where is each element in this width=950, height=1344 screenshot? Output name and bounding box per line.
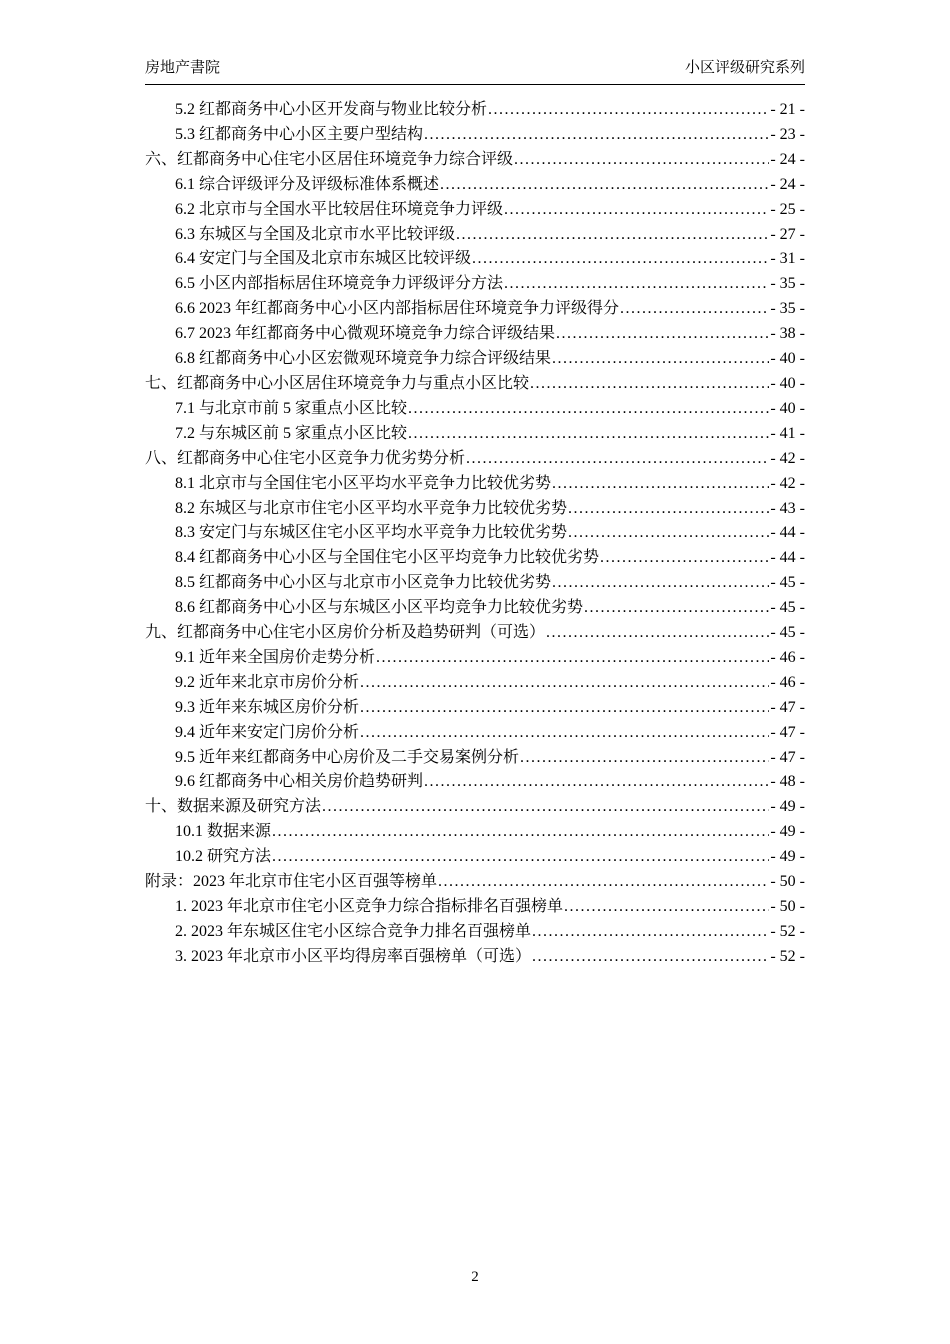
toc-entry[interactable] bbox=[145, 148, 805, 173]
toc-entry-title: 附录：2023 年北京市住宅小区百强等榜单 bbox=[145, 873, 438, 891]
toc-entry-title: 7.1 与北京市前 5 家重点小区比较 bbox=[175, 399, 408, 417]
toc-entry-title: 6.3 东城区与全国及北京市水平比较评级 bbox=[175, 225, 456, 243]
toc-entry-page-number: - 44 - bbox=[770, 524, 805, 542]
toc-entry-title: 5.3 红都商务中心小区主要户型结构 bbox=[175, 125, 424, 143]
toc-dot-leader bbox=[546, 621, 769, 646]
toc-entry-page-number: - 24 - bbox=[770, 150, 805, 168]
toc-dot-leader bbox=[440, 173, 769, 198]
toc-entry-title: 6.6 2023 年红都商务中心小区内部指标居住环境竞争力评级得分 bbox=[175, 300, 620, 318]
header-rule bbox=[145, 84, 805, 85]
toc-dot-leader bbox=[520, 746, 769, 771]
toc-entry-title: 5.2 红都商务中心小区开发商与物业比较分析 bbox=[175, 101, 488, 118]
toc-entry-page-number: - 46 - bbox=[770, 648, 805, 666]
toc-entry[interactable] bbox=[145, 98, 805, 123]
toc-entry-page-number: - 23 - bbox=[770, 125, 805, 143]
toc-dot-leader bbox=[360, 671, 769, 696]
toc-entry-page-number: - 38 - bbox=[770, 325, 805, 343]
toc-entry[interactable] bbox=[145, 770, 805, 795]
toc-entry[interactable] bbox=[145, 870, 805, 895]
toc-entry-page-number: - 46 - bbox=[770, 673, 805, 691]
toc-entry[interactable] bbox=[145, 173, 805, 198]
toc-entry-page-number: - 45 - bbox=[770, 574, 805, 592]
toc-dot-leader bbox=[532, 920, 769, 945]
toc-entry[interactable] bbox=[145, 621, 805, 646]
toc-entry-title: 1. 2023 年北京市住宅小区竞争力综合指标排名百强榜单 bbox=[175, 898, 564, 915]
toc-dot-leader bbox=[360, 696, 769, 721]
toc-dot-leader bbox=[600, 546, 769, 571]
toc-entry-page-number: - 43 - bbox=[770, 499, 805, 517]
toc-dot-leader bbox=[376, 646, 769, 671]
toc-entry-title: 8.6 红都商务中心小区与东城区小区平均竞争力比较优劣势 bbox=[175, 599, 584, 617]
toc-entry[interactable] bbox=[145, 223, 805, 248]
toc-dot-leader bbox=[556, 322, 769, 347]
toc-entry-page-number: - 52 - bbox=[770, 922, 805, 940]
toc-entry-page-number: - 41 - bbox=[770, 424, 805, 442]
toc-entry-title: 6.5 小区内部指标居住环境竞争力评级评分方法 bbox=[175, 275, 504, 293]
toc-entry[interactable] bbox=[145, 123, 805, 148]
toc-entry-page-number: - 35 - bbox=[770, 300, 805, 318]
toc-entry-title: 9.5 近年来红都商务中心房价及二手交易案例分析 bbox=[175, 748, 520, 766]
toc-dot-leader bbox=[272, 820, 769, 845]
toc-entry-title: 9.1 近年来全国房价走势分析 bbox=[175, 648, 376, 666]
toc-entry-title: 9.3 近年来东城区房价分析 bbox=[175, 698, 360, 716]
toc-entry-title: 九、红都商务中心住宅小区房价分析及趋势研判（可选） bbox=[145, 624, 546, 642]
toc-entry-page-number: - 45 - bbox=[770, 599, 805, 617]
toc-entry[interactable] bbox=[145, 571, 805, 596]
toc-dot-leader bbox=[568, 497, 769, 522]
toc-entry-page-number: - 42 - bbox=[770, 449, 805, 467]
toc-dot-leader bbox=[552, 347, 769, 372]
toc-entry-page-number: - 47 - bbox=[770, 723, 805, 741]
toc-dot-leader bbox=[438, 870, 769, 895]
toc-entry-page-number: - 45 - bbox=[770, 624, 805, 642]
toc-entry-title: 9.2 近年来北京市房价分析 bbox=[175, 673, 360, 691]
toc-entry[interactable] bbox=[145, 945, 805, 970]
toc-entry-page-number: - 40 - bbox=[770, 350, 805, 368]
toc-dot-leader bbox=[424, 123, 769, 148]
toc-entry-page-number: - 40 - bbox=[770, 399, 805, 417]
toc-entry[interactable] bbox=[145, 297, 805, 322]
toc-entry-title: 十、数据来源及研究方法 bbox=[145, 798, 322, 816]
toc-entry[interactable] bbox=[145, 472, 805, 497]
toc-dot-leader bbox=[456, 223, 769, 248]
toc-entry-title: 2. 2023 年东城区住宅小区综合竞争力排名百强榜单 bbox=[175, 922, 532, 940]
toc-dot-leader bbox=[532, 945, 769, 970]
toc-dot-leader bbox=[504, 198, 769, 223]
toc-entry-page-number: - 40 - bbox=[770, 374, 805, 392]
header-right-text: 小区评级研究系列 bbox=[684, 60, 805, 76]
page-footer bbox=[0, 1269, 950, 1286]
table-of-contents bbox=[145, 98, 805, 970]
toc-entry[interactable] bbox=[145, 671, 805, 696]
toc-entry-page-number: - 44 - bbox=[770, 549, 805, 567]
toc-dot-leader bbox=[466, 447, 769, 472]
toc-entry-page-number: - 24 - bbox=[770, 175, 805, 193]
toc-entry[interactable] bbox=[145, 920, 805, 945]
toc-entry[interactable] bbox=[145, 347, 805, 372]
toc-entry[interactable] bbox=[145, 696, 805, 721]
toc-dot-leader bbox=[360, 721, 769, 746]
toc-entry-title: 6.7 2023 年红都商务中心微观环境竞争力综合评级结果 bbox=[175, 325, 556, 343]
page-header bbox=[145, 56, 805, 84]
toc-entry-title: 3. 2023 年北京市小区平均得房率百强榜单（可选） bbox=[175, 947, 532, 965]
toc-entry-page-number: - 27 - bbox=[770, 225, 805, 243]
toc-entry-page-number: - 42 - bbox=[770, 474, 805, 492]
toc-entry-title: 七、红都商务中心小区居住环境竞争力与重点小区比较 bbox=[145, 374, 530, 392]
toc-dot-leader bbox=[552, 472, 769, 497]
toc-entry-page-number: - 52 - bbox=[770, 947, 805, 965]
toc-dot-leader bbox=[408, 422, 769, 447]
toc-entry-title: 八、红都商务中心住宅小区竞争力优劣势分析 bbox=[145, 449, 466, 467]
toc-entry[interactable] bbox=[145, 372, 805, 397]
toc-entry-title: 6.4 安定门与全国及北京市东城区比较评级 bbox=[175, 250, 472, 268]
toc-entry-title: 六、红都商务中心住宅小区居住环境竞争力综合评级 bbox=[145, 150, 514, 168]
toc-dot-leader bbox=[568, 521, 769, 546]
toc-entry-page-number: - 49 - bbox=[770, 798, 805, 816]
toc-entry[interactable] bbox=[145, 845, 805, 870]
toc-entry[interactable] bbox=[145, 198, 805, 223]
toc-dot-leader bbox=[514, 148, 769, 173]
toc-dot-leader bbox=[472, 247, 769, 272]
toc-entry[interactable] bbox=[145, 596, 805, 621]
toc-dot-leader bbox=[488, 98, 769, 123]
toc-dot-leader bbox=[620, 297, 769, 322]
toc-dot-leader bbox=[272, 845, 769, 870]
toc-entry[interactable] bbox=[145, 447, 805, 472]
header-left-text: 房地产書院 bbox=[145, 60, 221, 76]
toc-entry-page-number: - 31 - bbox=[770, 250, 805, 268]
toc-entry-page-number: - 21 - bbox=[770, 101, 805, 118]
toc-entry-page-number: - 47 - bbox=[770, 698, 805, 716]
toc-entry-title: 9.4 近年来安定门房价分析 bbox=[175, 723, 360, 741]
toc-entry[interactable] bbox=[145, 746, 805, 771]
footer-page-number: 2 bbox=[471, 1269, 479, 1285]
toc-dot-leader bbox=[584, 596, 769, 621]
toc-entry-title: 8.5 红都商务中心小区与北京市小区竞争力比较优劣势 bbox=[175, 574, 552, 592]
toc-entry[interactable] bbox=[145, 546, 805, 571]
toc-entry-title: 7.2 与东城区前 5 家重点小区比较 bbox=[175, 424, 408, 442]
toc-entry-title: 8.2 东城区与北京市住宅小区平均水平竞争力比较优劣势 bbox=[175, 499, 568, 517]
toc-entry-title: 10.1 数据来源 bbox=[175, 823, 272, 841]
toc-entry-title: 9.6 红都商务中心相关房价趋势研判 bbox=[175, 773, 424, 791]
toc-entry-title: 8.3 安定门与东城区住宅小区平均水平竞争力比较优劣势 bbox=[175, 524, 568, 542]
toc-entry[interactable] bbox=[145, 820, 805, 845]
toc-dot-leader bbox=[424, 770, 769, 795]
toc-entry-title: 8.4 红都商务中心小区与全国住宅小区平均竞争力比较优劣势 bbox=[175, 549, 600, 567]
toc-entry[interactable] bbox=[145, 272, 805, 297]
toc-entry[interactable] bbox=[145, 895, 805, 920]
toc-dot-leader bbox=[322, 795, 769, 820]
toc-entry[interactable] bbox=[145, 521, 805, 546]
toc-entry[interactable] bbox=[145, 247, 805, 272]
toc-dot-leader bbox=[552, 571, 769, 596]
toc-entry-title: 6.2 北京市与全国水平比较居住环境竞争力评级 bbox=[175, 200, 504, 218]
toc-entry-page-number: - 50 - bbox=[770, 898, 805, 915]
toc-entry-title: 10.2 研究方法 bbox=[175, 848, 272, 866]
toc-dot-leader bbox=[504, 272, 769, 297]
toc-entry[interactable] bbox=[145, 646, 805, 671]
toc-dot-leader bbox=[530, 372, 769, 397]
toc-dot-leader bbox=[564, 895, 769, 920]
toc-entry-page-number: - 49 - bbox=[770, 823, 805, 841]
toc-entry-page-number: - 35 - bbox=[770, 275, 805, 293]
toc-entry-title: 8.1 北京市与全国住宅小区平均水平竞争力比较优劣势 bbox=[175, 474, 552, 492]
toc-entry[interactable] bbox=[145, 322, 805, 347]
toc-entry-page-number: - 49 - bbox=[770, 848, 805, 866]
toc-entry-page-number: - 25 - bbox=[770, 200, 805, 218]
toc-entry-page-number: - 47 - bbox=[770, 748, 805, 766]
toc-entry-page-number: - 48 - bbox=[770, 773, 805, 791]
toc-entry-title: 6.8 红都商务中心小区宏微观环境竞争力综合评级结果 bbox=[175, 350, 552, 368]
toc-entry[interactable] bbox=[145, 497, 805, 522]
toc-entry-page-number: - 50 - bbox=[770, 873, 805, 891]
toc-entry[interactable] bbox=[145, 397, 805, 422]
toc-entry-title: 6.1 综合评级评分及评级标准体系概述 bbox=[175, 175, 440, 193]
toc-entry[interactable] bbox=[145, 795, 805, 820]
toc-dot-leader bbox=[408, 397, 769, 422]
toc-entry[interactable] bbox=[145, 721, 805, 746]
toc-entry[interactable] bbox=[145, 422, 805, 447]
